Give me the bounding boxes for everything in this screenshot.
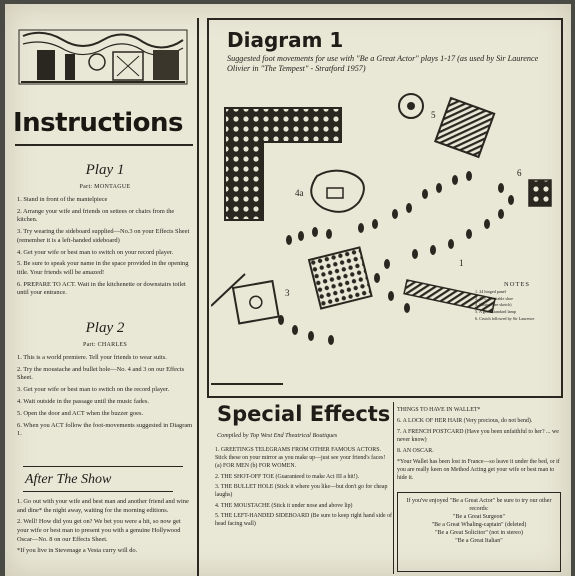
settee	[225, 108, 341, 220]
effect-item: 2. THE SHOT-OFF TOE (Guaranteed to make Act III a hit!).	[215, 473, 360, 480]
effects-list-right	[397, 406, 563, 485]
step: 2. Try the moustache and bullet hole—No. 4 and 3 on our Effects Sheet.	[17, 365, 185, 382]
promo-line: "Be a Great Surgeon"	[453, 514, 505, 520]
play2-heading: Play 2	[85, 320, 125, 336]
notes-title: NOTES	[504, 281, 530, 288]
diagram-subtitle: Suggested foot movements for use with "Be a Great Actor" plays 1-17 (as used by Sir Laurence Olivier in "The Tempest" - Stratford 1957)	[227, 54, 539, 73]
note-item: 6. Crutch followed by Sir Laurence	[475, 315, 535, 321]
theatre-banner-illustration	[17, 26, 189, 88]
side-table	[233, 281, 279, 323]
effect-item: 1. GREETINGS TELEGRAMS FROM OTHER FAMOUS ACTORS. Stick these on your mirror as you make up—just see your friend's faces! (a) FOR MEN (b) FOR WOMEN.	[215, 447, 386, 469]
step: 5. Open the door and ACT when the buzzer goes.	[17, 409, 144, 417]
special-effects-title: Special Effects	[217, 402, 391, 426]
label-4a: 4a	[295, 188, 304, 198]
footnote: *If you live in Stevenage a Vesta curry will do.	[17, 547, 138, 555]
label-6: 6	[517, 168, 522, 178]
step: 2. Well! How did you get on? We bet you were a hit, so now get your wife or best man to present you with a genuine Hollywood Oscar—No. 8 on our Effects Sheet.	[17, 518, 181, 543]
coffee-table	[311, 171, 364, 212]
other-records-box	[397, 492, 561, 572]
instructions-title: Instructions	[13, 108, 184, 138]
step: 1. Go out with your wife and best man and another friend and wine and dine* the night away, waiting for the morning editions.	[17, 498, 189, 514]
stool	[529, 180, 551, 206]
diagram-title: Diagram 1	[227, 28, 344, 52]
effect-item: 7. A FRENCH POSTCARD (Have you been unfaithful to her? ... we never know)	[397, 429, 559, 443]
rule	[23, 491, 173, 492]
rule	[23, 466, 183, 467]
effect-item: 8. AN OSCAR.	[397, 448, 434, 454]
label-3: 3	[285, 288, 290, 298]
step: 1. This is a world premiere. Tell your friends to wear suits.	[17, 354, 167, 361]
record-sleeve	[5, 4, 571, 576]
right-column	[205, 4, 567, 576]
title-underline	[15, 144, 193, 146]
step: 5. Be sure to speak your name in the space provided in the opening title. Your friends will be amazed!	[17, 260, 189, 276]
step: 6. When you ACT follow the foot-movements suggested in Diagram 1.	[17, 421, 193, 438]
step: 1. Stand in front of the mantelpiece	[17, 196, 108, 203]
note-item: 1. 24 hinged panel	[475, 289, 506, 295]
effects-list-left	[215, 446, 393, 531]
instructions-column	[13, 4, 191, 576]
armchair	[435, 98, 494, 157]
play1-steps	[17, 196, 193, 301]
effect-item: *Your Wallet has been lost in France—so leave it under the bed, or if you are really keen on Method Acting get your wife or best man to hide it.	[397, 459, 560, 481]
promo-line: "Be a Great Solicitor" (not in stereo)	[435, 530, 523, 536]
effect-item: THINGS TO HAVE IN WALLET*	[397, 407, 481, 413]
effect-item: 6. A LOCK OF HER HAIR (Very precious, do not bend).	[397, 418, 533, 424]
after-show-steps	[17, 498, 193, 559]
play1-heading: Play 1	[85, 162, 125, 178]
play2-steps	[17, 354, 193, 442]
column-divider	[197, 18, 199, 576]
step: 3. Get your wife or best man to switch on the record player.	[17, 386, 170, 394]
promo-line: If you've enjoyed "Be a Great Actor" be sure to try our other records:	[406, 498, 552, 512]
effect-item: 3. THE BULLET HOLE (Stick it where you like—but don't go for cheap laughs)	[215, 484, 388, 499]
label-5: 5	[431, 110, 436, 120]
note-item: 5. A good standard lamp	[475, 308, 516, 314]
step: 6. PREPARE TO ACT. Wait in the kitchenette or downstairs toilet until your entrance.	[17, 280, 186, 297]
after-show-heading: After The Show	[25, 472, 112, 487]
effects-divider	[393, 402, 394, 574]
diagram-notes	[475, 282, 559, 382]
promo-line: "Be a Great Italian"	[455, 538, 503, 544]
promo-line: "Be a Great Whaling-captain" (deleted)	[431, 522, 527, 528]
step: 4. Get your wife or best man to switch on your record player.	[17, 248, 174, 256]
label-1: 1	[459, 258, 464, 268]
step: 3. Try wearing the sideboard supplied—No.3 on your Effects Sheet (remember it is a left-handed sideboard)	[17, 228, 190, 244]
step: 2. Arrange your wife and friends on settees or chairs from the kitchen.	[17, 207, 175, 224]
play2-part: Part: CHARLES	[82, 342, 128, 348]
note-item: 4. Chaise (see sketch)	[475, 302, 512, 308]
step: 4. Wait outside in the passage until the music fades.	[17, 397, 149, 405]
note-item: 2. & 3. A suitable shoe	[475, 295, 514, 301]
effect-item: 5. THE LEFT-HANDED SIDEBOARD (Be sure to keep right hand side of head facing wall)	[215, 513, 393, 528]
play1-part: Part: MONTAGUE	[79, 184, 131, 190]
armchair	[309, 247, 372, 308]
special-effects-subtitle: Compiled by Top West End Theatrical Boutiques	[217, 432, 338, 439]
effect-item: 4. THE MOUSTACHE (Stick it under nose and above lip)	[215, 502, 353, 509]
